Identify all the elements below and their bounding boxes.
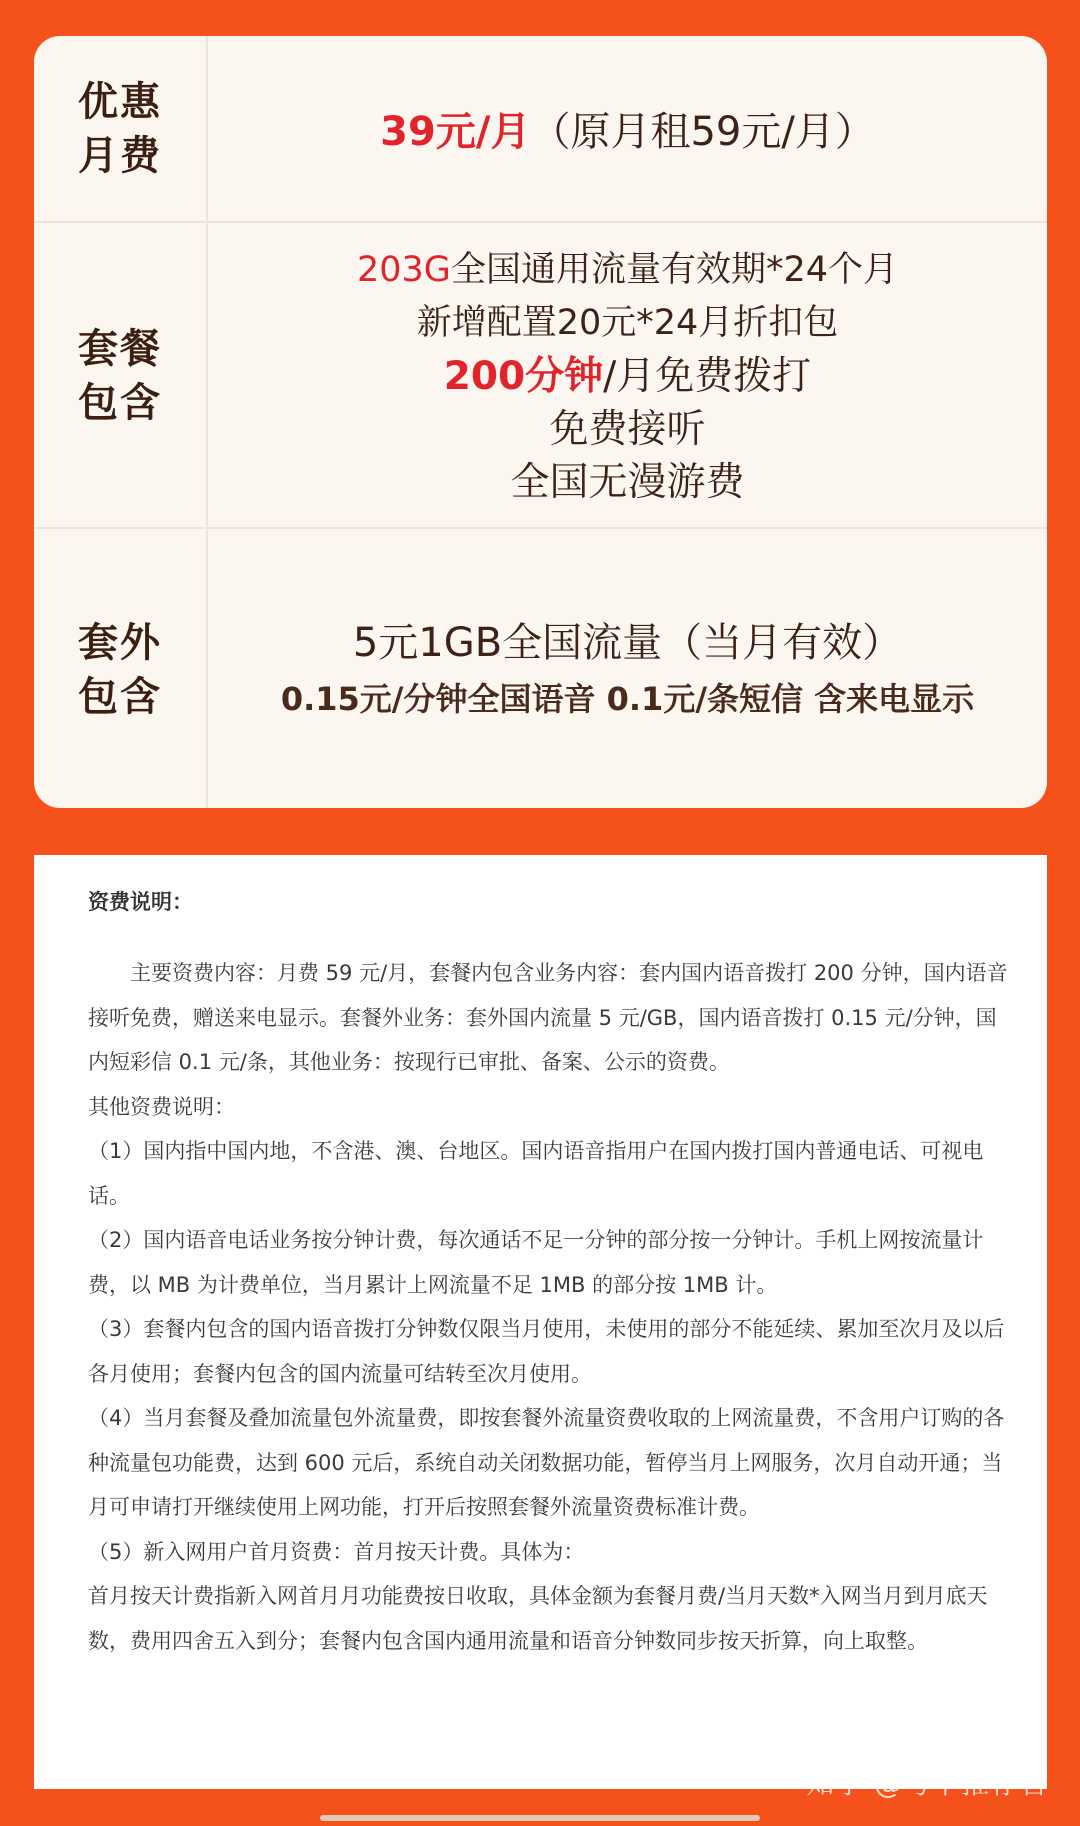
- no-roaming-line: 全国无漫游费: [510, 459, 745, 505]
- price-line: [380, 100, 875, 157]
- extra-charges-row: [34, 527, 1047, 808]
- minutes-amount: 200分钟: [443, 353, 604, 399]
- includes-label: 套餐包含: [78, 326, 162, 426]
- notes-item: （1）国内指中国内地，不含港、澳、台地区。国内语音指用户在国内拨打国内普通电话、可视电话。: [88, 1139, 984, 1208]
- plan-card: [34, 36, 1047, 808]
- monthly-fee-row: [34, 36, 1047, 221]
- notes-body: [88, 887, 1008, 1663]
- row-label-fee: [34, 36, 206, 221]
- minutes-text: /月免费拨打: [603, 353, 812, 399]
- data-text: 全国通用流量有效期*24个月: [450, 249, 898, 290]
- data-amount: 203G: [357, 249, 451, 290]
- data-line: [357, 244, 898, 297]
- notes-main-paragraph: 主要资费内容：月费 59 元/月，套餐内包含业务内容：套内国内语音拨打 200 分钟，国内语音接听免费，赠送来电显示。套餐外业务：套外国内流量 5 元/GB，国内语音拨打 0.15 元/分钟，国内短彩信 0.1 元/条，其他业务：按现行已审批、备案、公示的资费。: [88, 961, 1008, 1074]
- notes-item: （2）国内语音电话业务按分钟计费，每次通话不足一分钟的部分按一分钟计。手机上网按流量计费，以 MB 为计费单位，当月累计上网流量不足 1MB 的部分按 1MB 计。: [88, 1228, 984, 1297]
- tariff-notes-card: [34, 855, 1047, 1789]
- extra-content: [208, 529, 1047, 808]
- config-line: 新增配置20元*24月折扣包: [416, 302, 839, 343]
- extra-voice-sms-line: 0.15元/分钟全国语音 0.1元/条短信 含来电显示: [280, 679, 975, 718]
- includes-content: [208, 223, 1047, 529]
- original-price: （原月租59元/月）: [530, 109, 875, 155]
- notes-item: 首月按天计费指新入网首月月功能费按日收取，具体金额为套餐月费/当月天数*入网当月到月底天数，费用四舍五入到分；套餐内包含国内通用流量和语音分钟数同步按天折算，向上取整。: [88, 1584, 988, 1653]
- notes-title: 资费说明：: [88, 890, 193, 914]
- notes-item: （3）套餐内包含的国内语音拨打分钟数仅限当月使用，未使用的部分不能延续、累加至次月及以后各月使用；套餐内包含的国内流量可结转至次月使用。: [88, 1317, 1005, 1386]
- minutes-line: [444, 350, 812, 403]
- notes-item: （5）新入网用户首月资费：首月按天计费。具体为：: [88, 1539, 585, 1564]
- notes-item: （4）当月套餐及叠加流量包外流量费，即按套餐外流量资费收取的上网流量费，不含用户订购的各种流量包功能费，达到 600 元后，系统自动关闭数据功能，暂停当月上网服务，次月自动开通；当月可申请打开继续使用上网功能，打开后按照套餐外流量资费标准计费。: [88, 1406, 1005, 1519]
- fee-label: 优惠月费: [78, 78, 162, 179]
- notes-other-title: 其他资费说明：: [88, 1094, 235, 1119]
- row-label-includes: [34, 223, 206, 529]
- extra-data-line: 5元1GB全国流量（当月有效）: [352, 619, 903, 666]
- zhihu-watermark: 知乎 @号卡推荐官: [806, 1767, 1048, 1800]
- row-label-extra: [34, 529, 206, 808]
- free-answer-line: 免费接听: [549, 406, 706, 452]
- home-indicator[interactable]: [320, 1815, 760, 1821]
- discount-price: 39元/月: [380, 109, 531, 155]
- package-includes-row: [34, 221, 1047, 529]
- extra-label: 套外包含: [78, 619, 162, 720]
- fee-content: [208, 36, 1047, 221]
